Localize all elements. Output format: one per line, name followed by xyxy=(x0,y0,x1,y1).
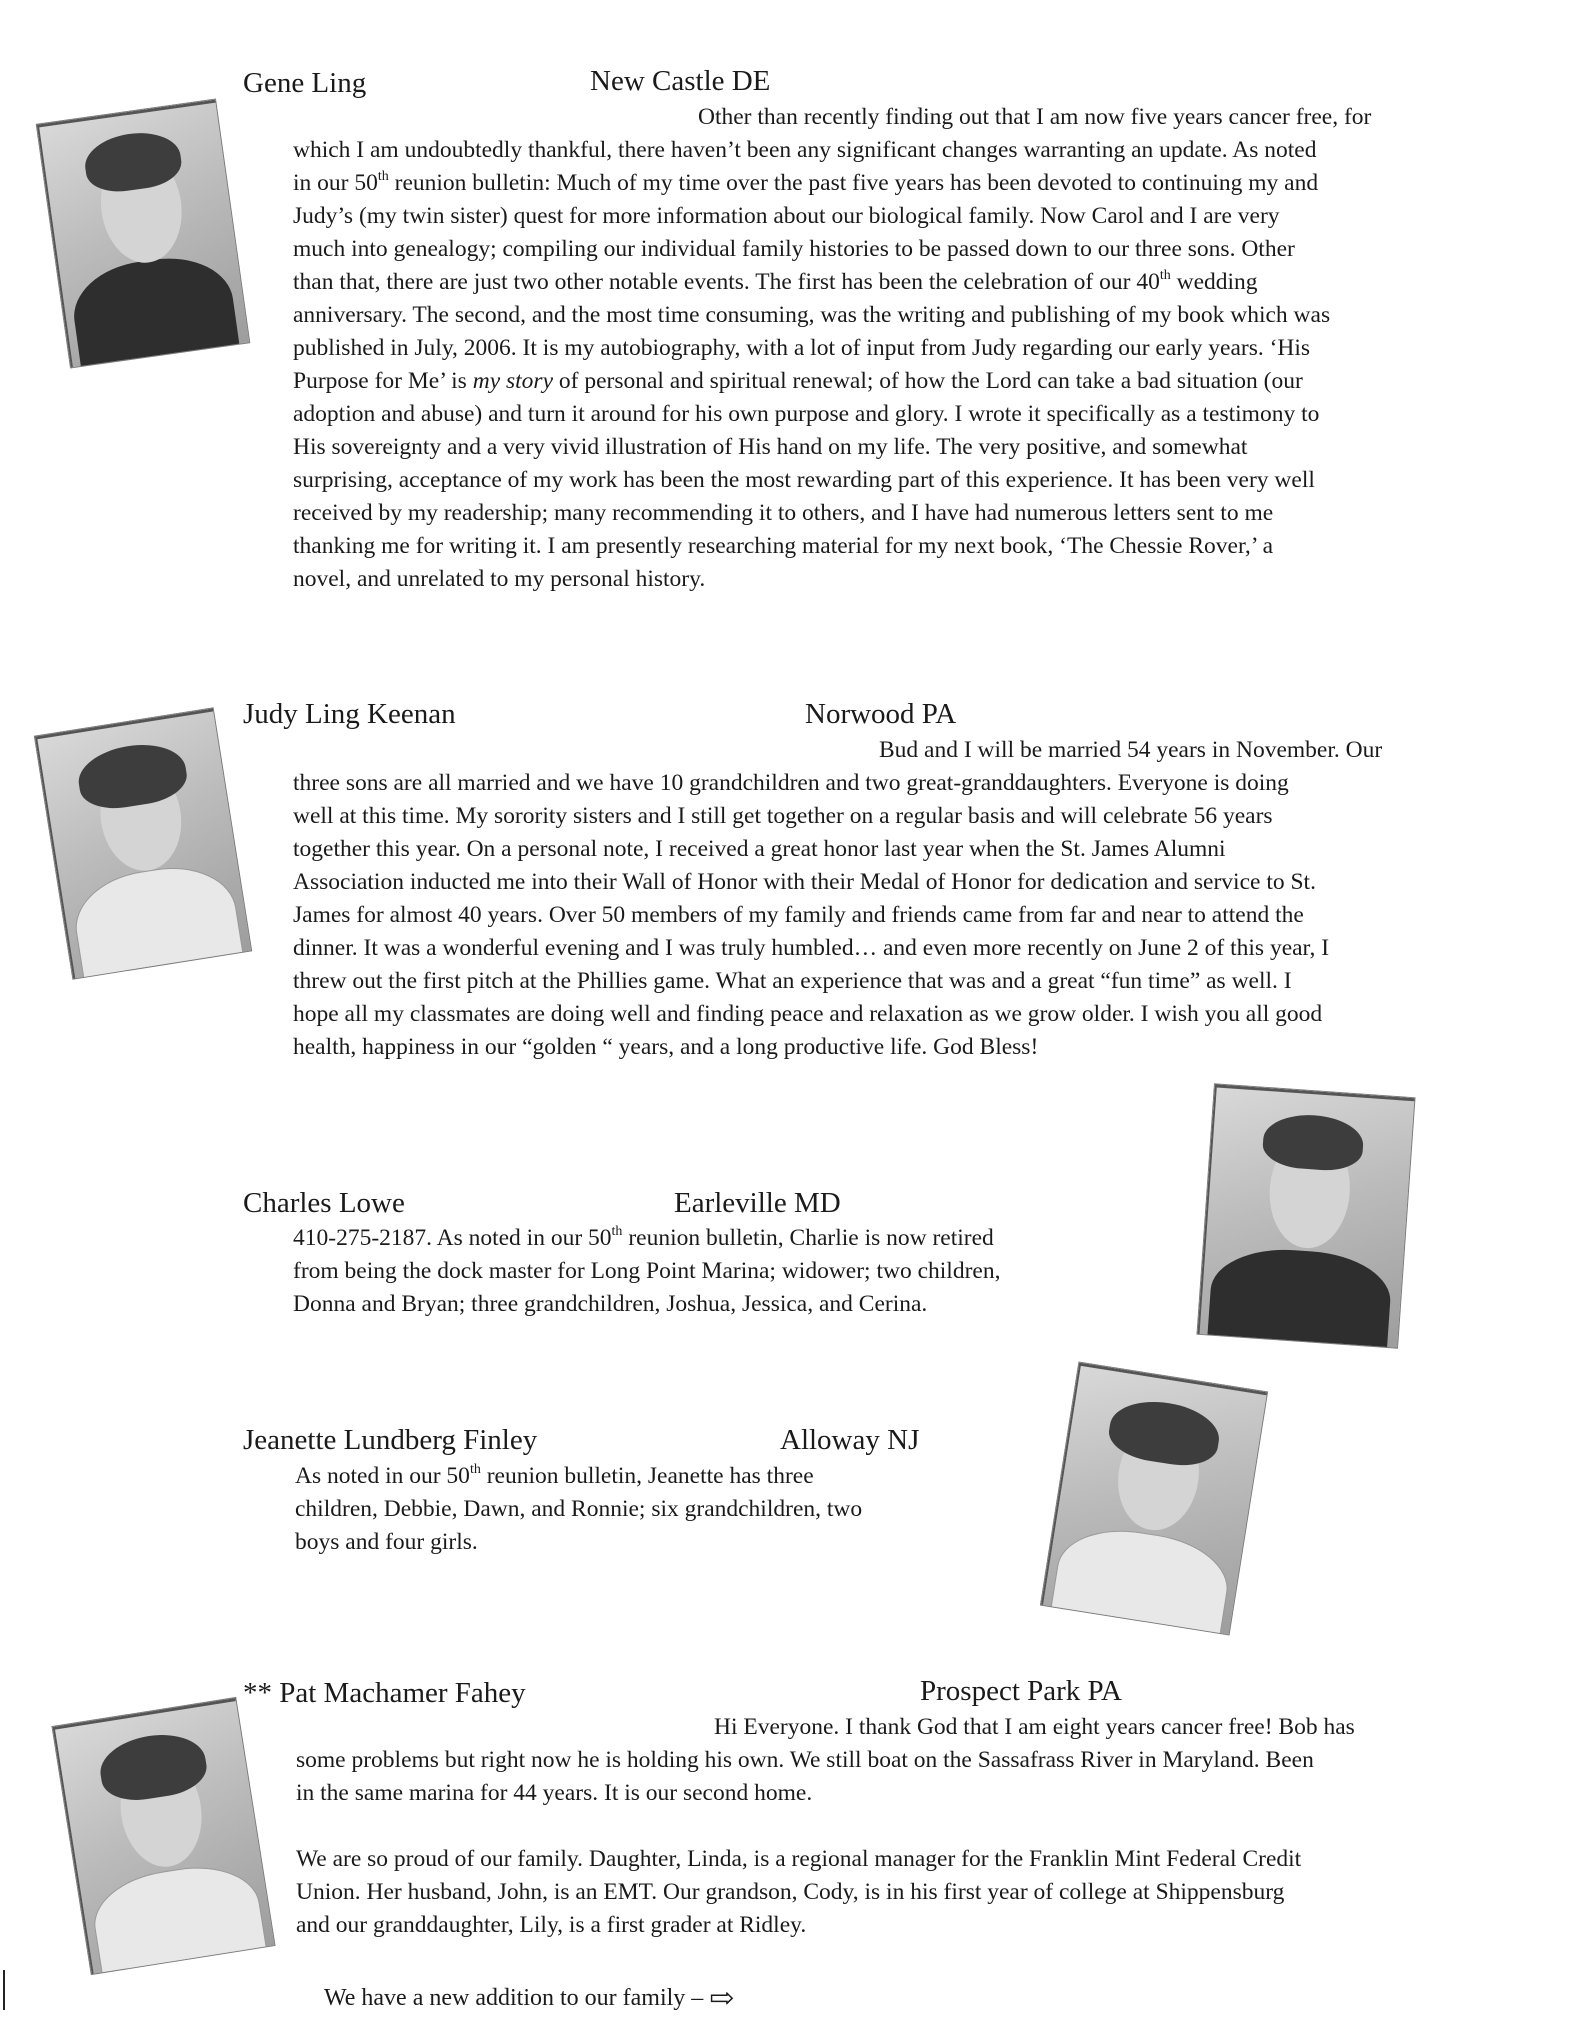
body-line: Union. Her husband, John, is an EMT. Our grandson, Cody, is in his first year of college at Shippensburg xyxy=(296,1879,1285,1905)
body-line: in the same marina for 44 years. It is our second home. xyxy=(296,1780,813,1806)
body-line: Other than recently finding out that I am now five years cancer free, for xyxy=(698,104,1372,130)
body-line: well at this time. My sorority sisters and I still get together on a regular basis and will celebrate 56 years xyxy=(293,803,1273,829)
body-line: surprising, acceptance of my work has been the most rewarding part of this experience. It has been very well xyxy=(293,467,1315,493)
body-line: from being the dock master for Long Point Marina; widower; two children, xyxy=(293,1258,1001,1284)
body-line: boys and four girls. xyxy=(295,1529,478,1555)
body-line: novel, and unrelated to my personal history. xyxy=(293,566,706,592)
entry-name: ** Pat Machamer Fahey xyxy=(243,1677,526,1709)
portrait-photo xyxy=(1040,1362,1268,1636)
margin-mark xyxy=(3,1970,5,2010)
body-line: much into genealogy; compiling our individual family histories to be passed down to our three sons. Other xyxy=(293,236,1295,262)
body-line: some problems but right now he is holding his own. We still boat on the Sassafrass River in Maryland. Been xyxy=(296,1747,1314,1773)
entry-place: Prospect Park PA xyxy=(920,1675,1122,1707)
portrait-photo xyxy=(51,1697,275,1975)
entry-name: Jeanette Lundberg Finley xyxy=(243,1424,538,1456)
body-line: His sovereignty and a very vivid illustration of His hand on my life. The very positive, and somewhat xyxy=(293,434,1248,460)
entry-name: Judy Ling Keenan xyxy=(243,698,456,730)
body-line: Bud and I will be married 54 years in November. Our xyxy=(879,737,1383,763)
body-line: 410-275-2187. As noted in our 50th reunion bulletin, Charlie is now retired xyxy=(293,1224,994,1251)
entry-body xyxy=(295,1460,862,1559)
entry-body xyxy=(293,1222,1000,1321)
body-line: Purpose for Me’ is my story of personal and spiritual renewal; of how the Lord can take a bad situation (our xyxy=(293,368,1303,394)
body-line xyxy=(296,1810,1355,1843)
footer-text: We have a new addition to our family – xyxy=(324,1985,704,2011)
entry-name: Charles Lowe xyxy=(243,1187,405,1219)
body-line: hope all my classmates are doing well and finding peace and relaxation as we grow older. I wish you all good xyxy=(293,1001,1323,1027)
entry-place: Alloway NJ xyxy=(780,1424,920,1456)
body-line: As noted in our 50th reunion bulletin, Jeanette has three xyxy=(295,1462,814,1489)
body-line: children, Debbie, Dawn, and Ronnie; six grandchildren, two xyxy=(295,1496,863,1522)
body-line: James for almost 40 years. Over 50 members of my family and friends came from far and near to attend the xyxy=(293,902,1304,928)
body-line: threw out the first pitch at the Phillies game. What an experience that was and a great “fun time” as well. I xyxy=(293,968,1292,994)
entry-body xyxy=(296,1711,1355,1942)
entry-body xyxy=(293,101,1371,596)
body-line: published in July, 2006. It is my autobiography, with a lot of input from Judy regarding our early years. ‘His xyxy=(293,335,1311,361)
portrait-photo xyxy=(1196,1083,1415,1348)
body-line: Hi Everyone. I thank God that I am eight years cancer free! Bob has xyxy=(714,1714,1355,1740)
body-line: which I am undoubtedly thankful, there haven’t been any significant changes warranting an update. As noted xyxy=(293,137,1317,163)
body-line: received by my readership; many recommending it to others, and I have had numerous letters sent to me xyxy=(293,500,1274,526)
entry-place: Earleville MD xyxy=(674,1187,841,1219)
body-line: dinner. It was a wonderful evening and I was truly humbled… and even more recently on June 2 of this year, I xyxy=(293,935,1330,961)
body-line: Judy’s (my twin sister) quest for more information about our biological family. Now Carol and I are very xyxy=(293,203,1280,229)
body-line: We are so proud of our family. Daughter, Linda, is a regional manager for the Franklin Mint Federal Credit xyxy=(296,1846,1302,1872)
footer-note xyxy=(324,1983,734,2014)
entry-place: New Castle DE xyxy=(590,65,771,97)
portrait-photo xyxy=(34,707,252,979)
body-line: together this year. On a personal note, I received a great honor last year when the St. James Alumni xyxy=(293,836,1226,862)
entry-body xyxy=(293,734,1382,1064)
body-line: in our 50th reunion bulletin: Much of my time over the past five years has been devoted to continuing my and xyxy=(293,169,1319,196)
entry-name: Gene Ling xyxy=(243,67,367,99)
body-line: thanking me for writing it. I am presently researching material for my next book, ‘The Chessie Rover,’ a xyxy=(293,533,1274,559)
right-arrow-icon: ⇨ xyxy=(709,1982,735,2015)
body-line: Association inducted me into their Wall of Honor with their Medal of Honor for dedication and service to St. xyxy=(293,869,1316,895)
body-line: health, happiness in our “golden “ years, and a long productive life. God Bless! xyxy=(293,1034,1039,1060)
portrait-photo xyxy=(36,99,251,369)
body-line: Donna and Bryan; three grandchildren, Joshua, Jessica, and Cerina. xyxy=(293,1291,928,1317)
body-line: anniversary. The second, and the most time consuming, was the writing and publishing of my book which was xyxy=(293,302,1331,328)
body-line: and our granddaughter, Lily, is a first grader at Ridley. xyxy=(296,1912,807,1938)
entry-place: Norwood PA xyxy=(805,698,957,730)
body-line: adoption and abuse) and turn it around for his own purpose and glory. I wrote it specifically as a testimony to xyxy=(293,401,1320,427)
body-line: than that, there are just two other notable events. The first has been the celebration of our 40th wedding xyxy=(293,268,1258,295)
body-line: three sons are all married and we have 10 grandchildren and two great-granddaughters. Everyone is doing xyxy=(293,770,1289,796)
